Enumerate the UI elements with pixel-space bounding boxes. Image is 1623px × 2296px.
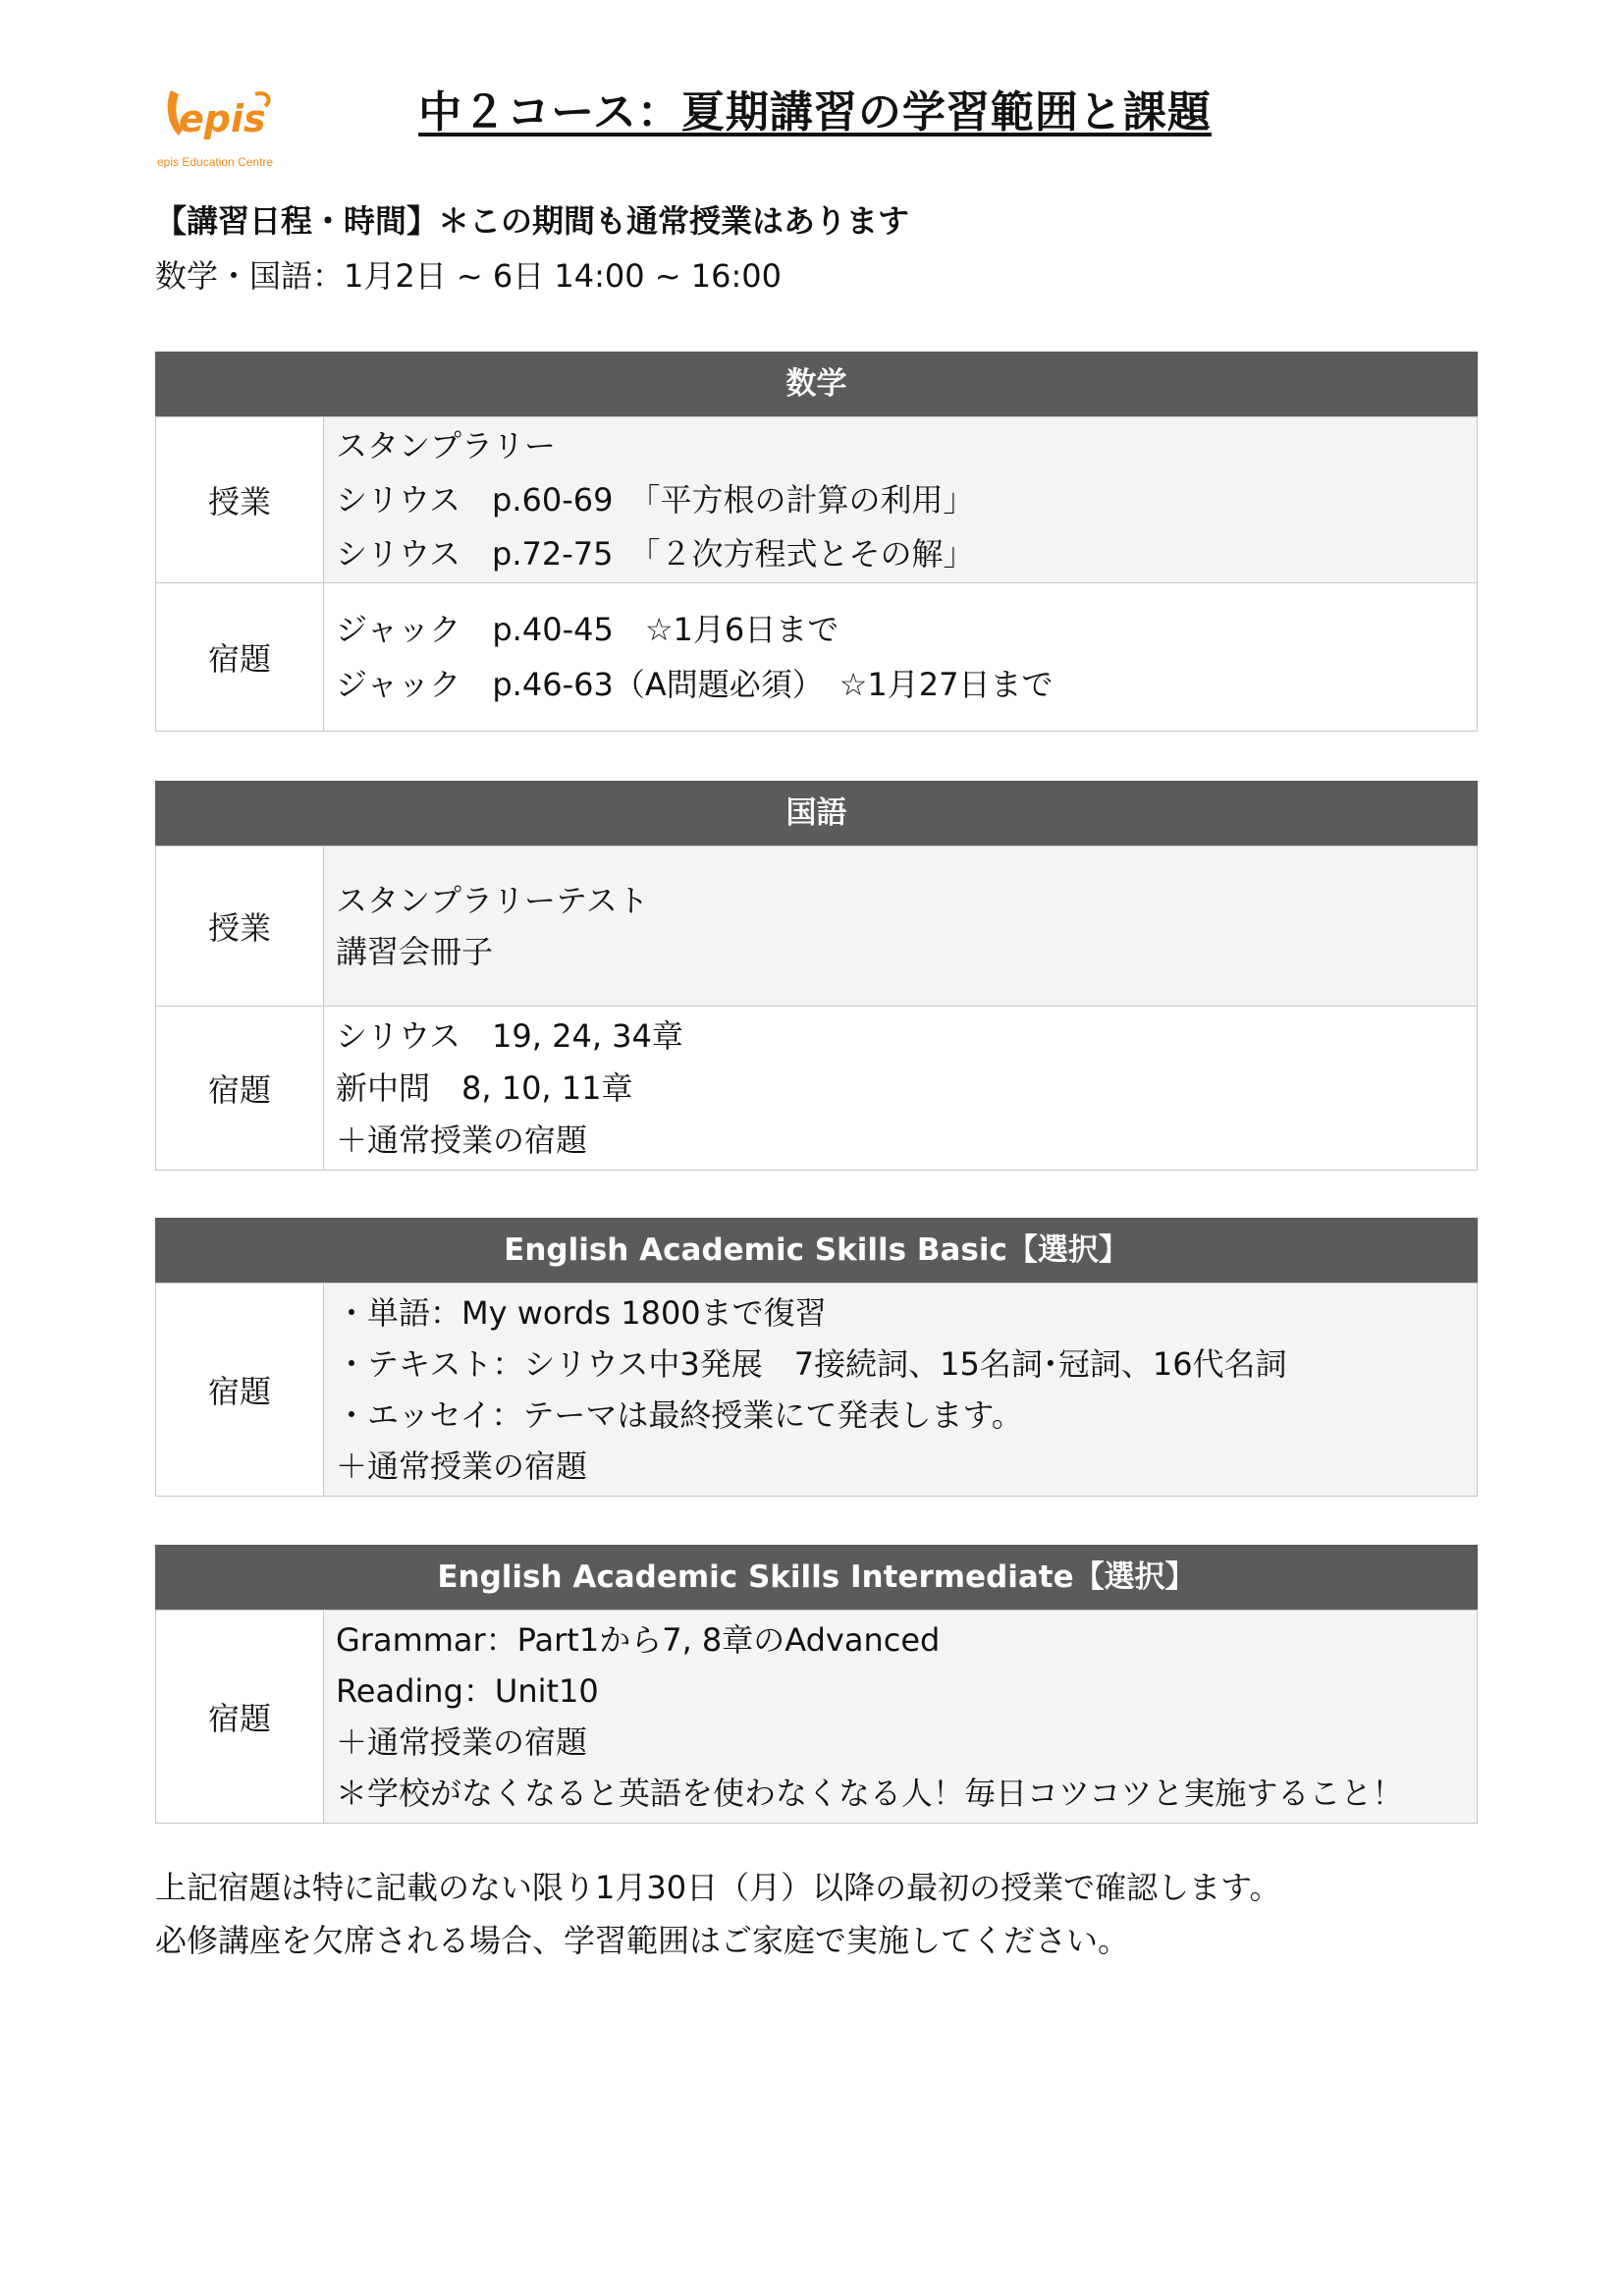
english-basic-homework-line: ・エッセイ：テーマは最終授業にて発表します。: [336, 1396, 1023, 1434]
english-intermediate-homework-line: ＊学校がなくなると英語を使わなくなる人！毎日コツコツと実施すること！: [336, 1775, 1404, 1812]
japanese-class-line: スタンプラリーテスト: [336, 882, 649, 919]
schedule-text: 数学・国語：1月2日 ~ 6日 14:00 ~ 16:00: [155, 257, 783, 295]
english-basic-homework-label: 宿題: [156, 1284, 324, 1496]
english-basic-homework-line: ・単語：My words 1800まで復習: [336, 1294, 827, 1332]
english-intermediate-homework-line: Reading：Unit10: [336, 1672, 599, 1710]
math-class-line: スタンプラリー: [336, 426, 557, 465]
schedule-heading: 【講習日程・時間】＊この期間も通常授業はあります: [155, 202, 910, 240]
english-basic-homework-row: [155, 1283, 1478, 1496]
japanese-class-row: [155, 846, 1478, 1006]
epis-logo-caption: epis Education Centre: [157, 155, 274, 169]
japanese-class-content: [324, 847, 1477, 1006]
japanese-class-line: 講習会冊子: [336, 933, 494, 970]
japanese-homework-content: [324, 1007, 1477, 1170]
japanese-homework-label: 宿題: [156, 1007, 324, 1170]
math-homework-content: [324, 583, 1477, 731]
math-class-line: シリウス p.60-69 「平方根の計算の利用」: [336, 480, 975, 519]
japanese-section-header: 国語: [155, 781, 1478, 846]
japanese-class-label: 授業: [156, 847, 324, 1006]
japanese-section: [155, 781, 1478, 1171]
english-basic-section: [155, 1218, 1478, 1497]
english-basic-section-header: English Academic Skills Basic【選択】: [155, 1218, 1478, 1283]
footer-note-line: 必修講座を欠席される場合、学習範囲はご家庭で実施してください。: [155, 1922, 1130, 1959]
footer-notes: [155, 1861, 1281, 1967]
math-class-line: シリウス p.72-75 「２次方程式とその解」: [336, 534, 975, 573]
math-section-header: 数学: [155, 352, 1478, 416]
math-class-row: [155, 416, 1478, 582]
english-basic-homework-content: [324, 1284, 1477, 1496]
epis-logo-text: epis: [179, 97, 266, 140]
math-homework-line: ジャック p.40-45 ☆1月6日まで: [336, 611, 839, 648]
epis-logo-mark: [157, 84, 285, 153]
english-intermediate-homework-line: ＋通常授業の宿題: [336, 1723, 588, 1761]
english-basic-homework-line: ・テキスト：シリウス中3発展 7接続詞、15名詞･冠詞、16代名詞: [336, 1345, 1287, 1383]
page-title: 中２コース：夏期講習の学習範囲と課題: [418, 87, 1212, 137]
math-class-content: [324, 417, 1477, 582]
english-intermediate-section: [155, 1545, 1478, 1824]
math-section: [155, 352, 1478, 732]
english-intermediate-section-header: English Academic Skills Intermediate【選択】: [155, 1545, 1478, 1610]
english-intermediate-homework-row: [155, 1610, 1478, 1823]
japanese-homework-line: シリウス 19, 24, 34章: [336, 1016, 683, 1055]
math-class-label: 授業: [156, 417, 324, 582]
japanese-homework-line: 新中問 8, 10, 11章: [336, 1068, 633, 1107]
math-homework-row: [155, 582, 1478, 731]
japanese-homework-row: [155, 1006, 1478, 1170]
english-intermediate-homework-label: 宿題: [156, 1611, 324, 1823]
english-intermediate-homework-content: [324, 1611, 1477, 1823]
japanese-homework-line: ＋通常授業の宿題: [336, 1121, 588, 1159]
english-intermediate-homework-line: Grammar：Part1から7, 8章のAdvanced: [336, 1621, 941, 1659]
epis-logo: [157, 84, 304, 173]
math-homework-label: 宿題: [156, 583, 324, 731]
math-homework-line: ジャック p.46-63（A問題必須） ☆1月27日まで: [336, 666, 1054, 703]
footer-note-line: 上記宿題は特に記載のない限り1月30日（月）以降の最初の授業で確認します。: [155, 1869, 1281, 1906]
english-basic-homework-line: ＋通常授業の宿題: [336, 1448, 588, 1485]
